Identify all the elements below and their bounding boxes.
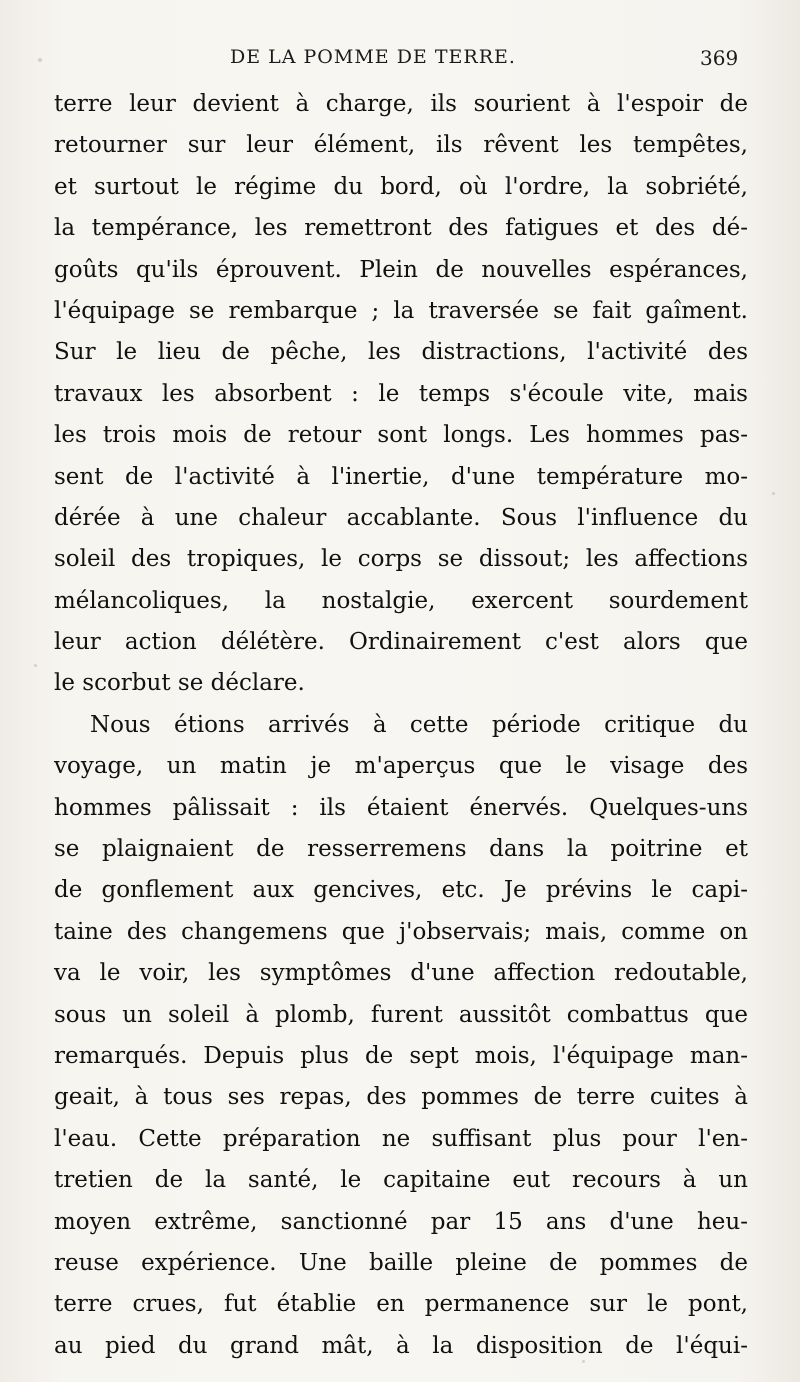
text-line: Nous étions arrivés à cette période critique du bbox=[90, 711, 748, 738]
text-line: au pied du grand mât, à la disposition de l'équi- bbox=[54, 1332, 748, 1359]
text-line: sous un soleil à plomb, furent aussitôt combattus que bbox=[54, 1001, 748, 1028]
paper-speck bbox=[772, 492, 775, 495]
body-text bbox=[54, 84, 748, 1367]
text-line: tretien de la santé, le capitaine eut recours à un bbox=[54, 1167, 748, 1194]
text-line: l'équipage se rembarque ; la traversée se fait gaîment. bbox=[54, 297, 748, 324]
text-line: geait, à tous ses repas, des pommes de terre cuites à bbox=[54, 1084, 748, 1111]
text-line: Sur le lieu de pêche, les distractions, l'activité des bbox=[54, 339, 748, 366]
text-line: le scorbut se déclare. bbox=[54, 670, 305, 697]
text-line: sent de l'activité à l'inertie, d'une température mo- bbox=[54, 463, 748, 490]
text-line: leur action délétère. Ordinairement c'est alors que bbox=[54, 629, 748, 656]
text-line: l'eau. Cette préparation ne suffisant plus pour l'en- bbox=[54, 1125, 748, 1152]
running-title: DE LA POMME DE TERRE. bbox=[230, 46, 516, 68]
text-line: voyage, un matin je m'aperçus que le visage des bbox=[54, 753, 748, 780]
text-line: hommes pâlissait : ils étaient énervés. Quelques-uns bbox=[54, 794, 748, 821]
text-line: la tempérance, les remettront des fatigues et des dé- bbox=[54, 215, 748, 242]
text-line: de gonflement aux gencives, etc. Je prévins le capi- bbox=[54, 877, 748, 904]
paper-speck bbox=[38, 58, 42, 62]
paper-speck bbox=[582, 1360, 585, 1363]
text-line: goûts qu'ils éprouvent. Plein de nouvelles espérances, bbox=[54, 256, 748, 283]
text-line: dérée à une chaleur accablante. Sous l'influence du bbox=[54, 504, 748, 531]
text-line: mélancoliques, la nostalgie, exercent sourdement bbox=[54, 587, 748, 614]
paragraph-1 bbox=[54, 84, 748, 705]
text-line: remarqués. Depuis plus de sept mois, l'équipage man- bbox=[54, 1042, 748, 1069]
running-head bbox=[0, 38, 800, 78]
text-line: les trois mois de retour sont longs. Les hommes pas- bbox=[54, 422, 748, 449]
text-line: travaux les absorbent : le temps s'écoule vite, mais bbox=[54, 380, 748, 407]
text-line: retourner sur leur élément, ils rêvent les tempêtes, bbox=[54, 132, 748, 159]
text-line: et surtout le régime du bord, où l'ordre, la sobriété, bbox=[54, 173, 748, 200]
paper-speck bbox=[34, 664, 37, 667]
text-line: va le voir, les symptômes d'une affection redoutable, bbox=[54, 960, 748, 987]
text-line: terre leur devient à charge, ils sourient à l'espoir de bbox=[54, 91, 748, 117]
text-line: reuse expérience. Une baille pleine de pommes de bbox=[54, 1249, 748, 1276]
text-line: terre crues, fut établie en permanence sur le pont, bbox=[54, 1291, 748, 1318]
text-line: moyen extrême, sanctionné par 15 ans d'une heu- bbox=[54, 1208, 748, 1235]
paragraph-2 bbox=[54, 705, 748, 1367]
text-line: soleil des tropiques, le corps se dissout; les affections bbox=[54, 546, 748, 573]
page-number: 369 bbox=[700, 46, 739, 70]
text-line: taine des changemens que j'observais; mais, comme on bbox=[54, 918, 748, 945]
text-line: se plaignaient de resserremens dans la poitrine et bbox=[54, 836, 748, 863]
